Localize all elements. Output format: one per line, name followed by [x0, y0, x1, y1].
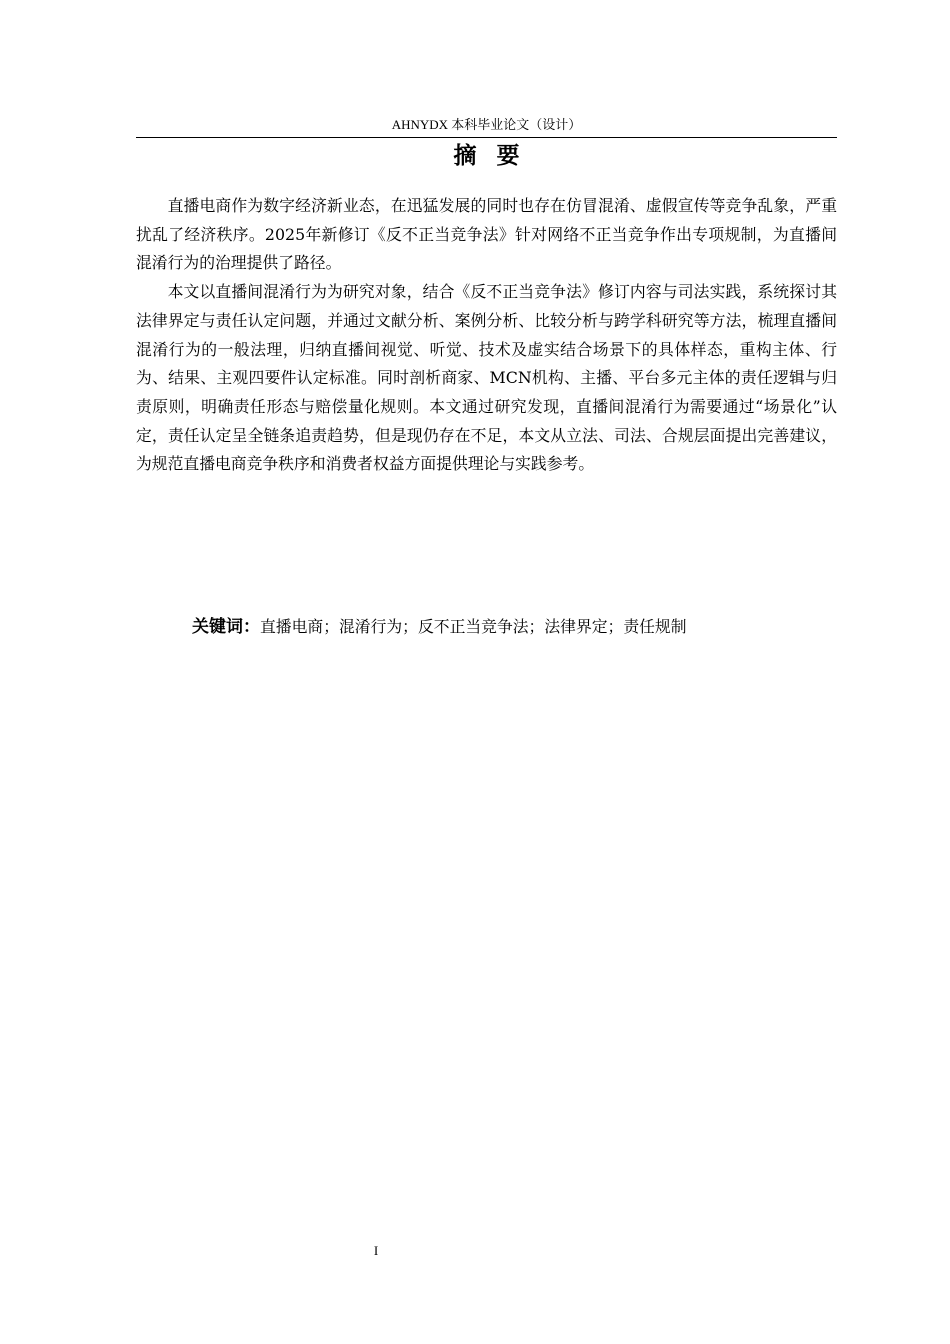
abstract-body: [136, 192, 837, 479]
header-divider: [136, 137, 837, 138]
abstract-paragraph-1: 直播电商作为数字经济新业态，在迅猛发展的同时也存在仿冒混淆、虚假宣传等竞争乱象，严重扰乱了经济秩序。2025年新修订《反不正当竞争法》针对网络不正当竞争作出专项规制，为直播间混淆行为的治理提供了路径。: [136, 196, 837, 273]
page-number: I: [373, 1243, 379, 1258]
keywords-label: 关键词：: [192, 617, 260, 637]
keywords-text: 直播电商；混淆行为；反不正当竞争法；法律界定；责任规制: [260, 617, 687, 636]
keywords-line: [192, 612, 837, 642]
running-header: AHNYDX 本科毕业论文（设计）: [391, 117, 582, 132]
page-title: 摘要: [453, 143, 540, 169]
abstract-paragraph-2: 本文以直播间混淆行为为研究对象，结合《反不正当竞争法》修订内容与司法实践，系统探讨其法律界定与责任认定问题，并通过文献分析、案例分析、比较分析与跨学科研究等方法，梳理直播间混淆行为的一般法理，归纳直播间视觉、听觉、技术及虚实结合场景下的具体样态，重构主体、行为、结果、主观四要件认定标准。同时剖析商家、MCN机构、主播、平台多元主体的责任逻辑与归责原则，明确责任形态与赔偿量化规则。本文通过研究发现，直播间混淆行为需要通过“场景化”认定，责任认定呈全链条追责趋势，但是现仍存在不足，本文从立法、司法、合规层面提出完善建议，为规范直播电商竞争秩序和消费者权益方面提供理论与实践参考。: [136, 282, 837, 474]
